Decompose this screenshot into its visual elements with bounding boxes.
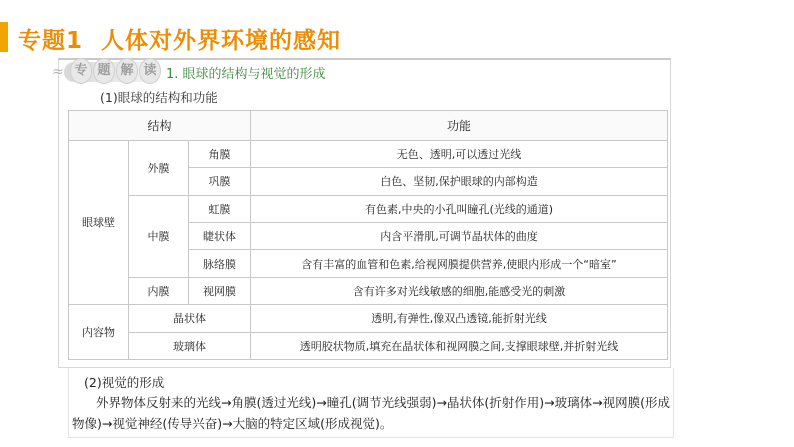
function-cell: 含有许多对光线敏感的细胞,能感受光的刺激 (251, 277, 668, 304)
table-row (69, 332, 668, 359)
function-cell: 无色、透明,可以透过光线 (251, 140, 668, 167)
formation-text: 外界物体反射来的光线→角膜(透过光线)→瞳孔(调节光线强弱)→晶状体(折射作用)→玻璃体→视网膜(形成物像)→视觉神经(传导兴奋)→大脑的特定区域(形成视觉)。 (72, 395, 671, 431)
function-cell: 透明胶状物质,填充在晶状体和视网膜之间,支撑眼球壁,并折射光线 (251, 332, 668, 359)
layer-outer: 外膜 (129, 140, 189, 195)
group-contents: 内容物 (69, 305, 129, 360)
part-cell: 玻璃体 (129, 332, 251, 359)
part-cell: 虹膜 (189, 195, 251, 222)
function-cell: 白色、坚韧,保护眼球的内部构造 (251, 168, 668, 195)
group-eye-wall: 眼球壁 (69, 140, 129, 304)
header-structure: 结构 (69, 111, 251, 141)
part-cell: 睫状体 (189, 222, 251, 249)
layer-middle: 中膜 (129, 195, 189, 277)
badge-char-2: 题 (93, 58, 115, 84)
function-cell: 内含平滑肌,可调节晶状体的曲度 (251, 222, 668, 249)
layer-inner: 内膜 (129, 277, 189, 304)
part-cell: 脉络膜 (189, 250, 251, 277)
topic-badge (64, 62, 160, 82)
section-title: 1. 眼球的结构与视觉的形成 (166, 67, 326, 82)
sub-title: (1)眼球的结构和功能 (100, 90, 218, 105)
part-cell: 巩膜 (189, 168, 251, 195)
function-cell: 有色素,中央的小孔叫瞳孔(光线的通道) (251, 195, 668, 222)
function-cell: 透明,有弹性,像双凸透镜,能折射光线 (251, 305, 668, 332)
table-row (69, 140, 668, 167)
topic-label: 专题1 (18, 28, 84, 54)
function-cell: 含有丰富的血管和色素,给视网膜提供营养,使眼内形成一个“暗室” (251, 250, 668, 277)
table-row (69, 277, 668, 304)
part-cell: 视网膜 (189, 277, 251, 304)
badge-char-3: 解 (116, 58, 138, 84)
table-header-row (69, 111, 668, 141)
topic-title: 人体对外界环境的感知 (101, 28, 342, 54)
title-accent-bar (0, 22, 8, 52)
header-function: 功能 (251, 111, 668, 141)
eye-structure-table (68, 110, 668, 360)
part-cell: 角膜 (189, 140, 251, 167)
part-cell: 晶状体 (129, 305, 251, 332)
badge-char-4: 读 (139, 58, 161, 84)
badge-decoration: ≈ (52, 64, 64, 80)
table-row (69, 305, 668, 332)
page-title (18, 22, 341, 55)
badge-char-1: 专 (70, 58, 92, 84)
table-row (69, 195, 668, 222)
formation-title: (2)视觉的形成 (84, 375, 165, 390)
